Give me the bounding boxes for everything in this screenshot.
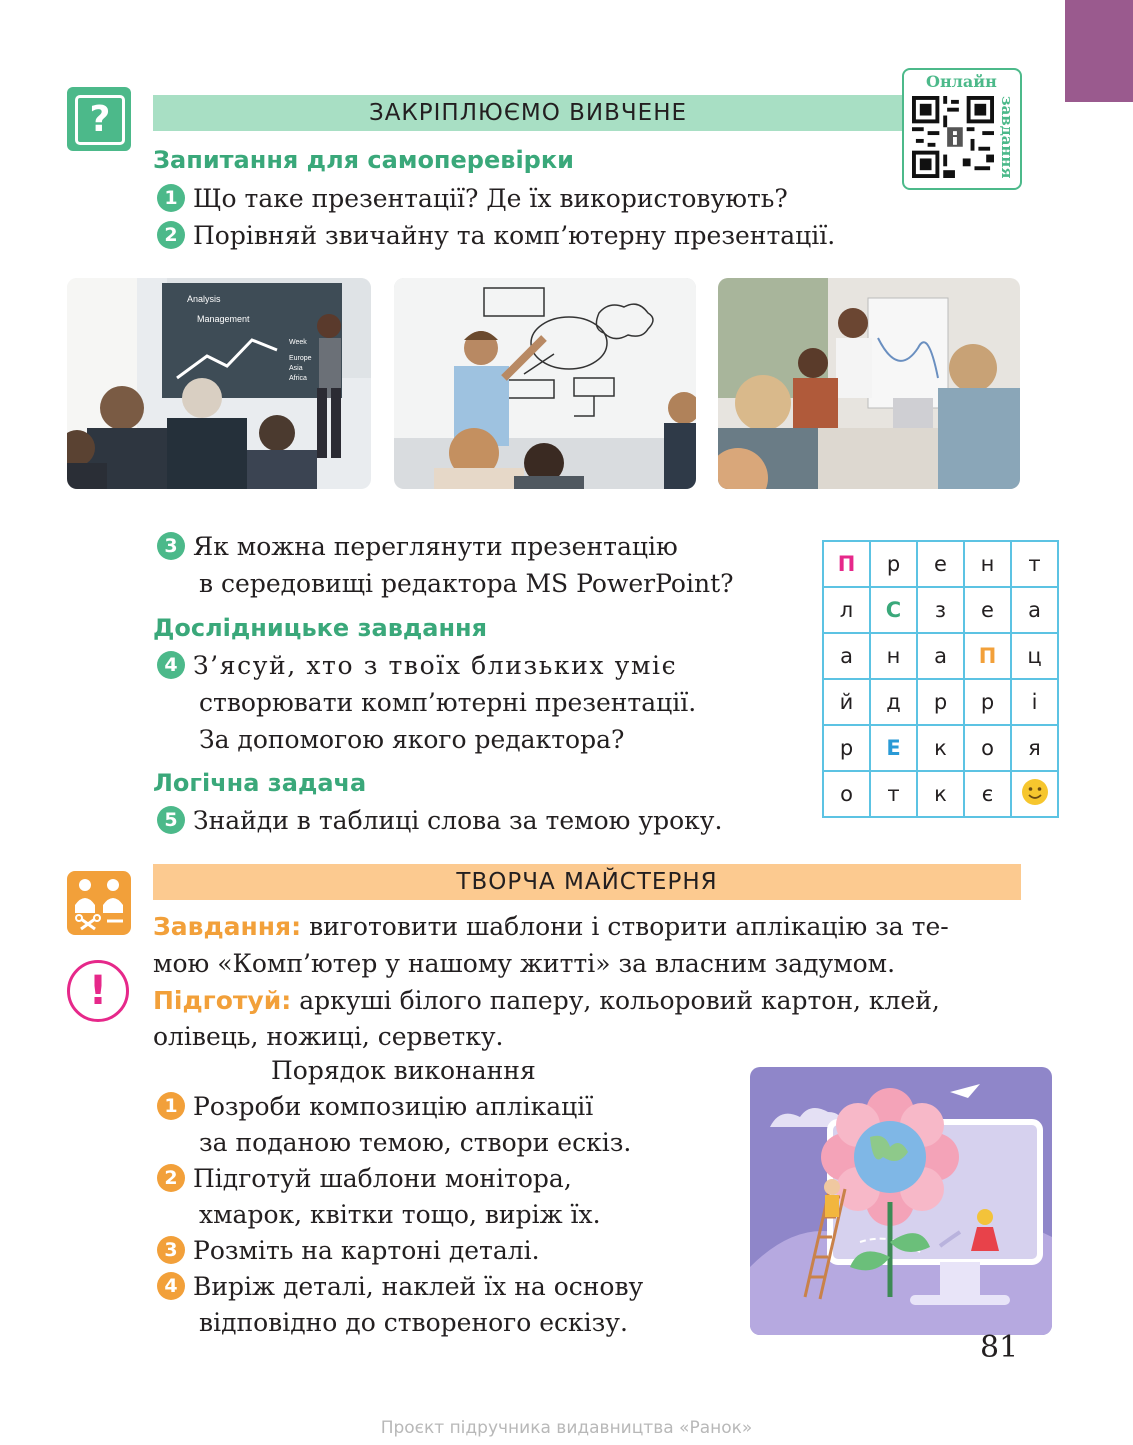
grid-cell: т: [870, 771, 917, 817]
grid-cell: о: [823, 771, 870, 817]
grid-cell: н: [964, 541, 1011, 587]
section-banner-workshop: ТВОРЧА МАЙСТЕРНЯ: [153, 864, 1021, 900]
crafts-icon: [67, 871, 131, 935]
footer-text: Проєкт підручника видавництва «Ранок»: [380, 1418, 753, 1438]
task-text-cont: мою «Комп’ютер у нашому житті» за власним задумом.: [153, 949, 896, 978]
grid-cell: й: [823, 679, 870, 725]
question-1: 1 Що таке презентації? Де їх використовують?: [157, 180, 788, 217]
question-4-cont2: За допомогою якого редактора?: [199, 725, 625, 754]
online-label: Онлайн: [926, 72, 997, 91]
step-4: 4 Виріж деталі, наклей їх на основу: [157, 1268, 643, 1305]
photo-presentation-3: [718, 278, 1020, 489]
grid-cell: е: [964, 587, 1011, 633]
photo-label: Management: [197, 314, 250, 324]
photo-label: Asia: [289, 365, 303, 372]
grid-cell: а: [823, 633, 870, 679]
photo-label: Europe: [289, 355, 312, 362]
page-number: 81: [980, 1330, 1019, 1365]
step-1-cont: за поданою темою, створи ескіз.: [199, 1128, 632, 1157]
attention-icon: !: [67, 960, 129, 1022]
grid-cell: р: [964, 679, 1011, 725]
number-badge: 4: [157, 651, 185, 679]
question-4-cont: створювати комп’ютерні презентації.: [199, 688, 697, 717]
step-1: 1 Розроби композицію аплікації: [157, 1088, 593, 1125]
research-heading: Дослідницьке завдання: [153, 614, 488, 642]
section-banner-review: ЗАКРІПЛЮЄМО ВИВЧЕНЕ: [153, 95, 903, 131]
word-search-grid: [822, 540, 1059, 818]
photo-label: Analysis: [187, 294, 221, 304]
grid-cell: Е: [870, 725, 917, 771]
corner-color-tab: [1065, 0, 1133, 102]
photo-label: Africa: [289, 375, 307, 382]
number-badge: 3: [157, 532, 185, 560]
number-badge: 4: [157, 1272, 185, 1300]
question-4: 4 З’ясуй, хто з твоїх близьких уміє: [157, 647, 677, 684]
order-title: Порядок виконання: [271, 1056, 536, 1085]
self-check-heading: Запитання для самоперевірки: [153, 146, 574, 174]
grid-cell: П: [964, 633, 1011, 679]
number-badge: 2: [157, 1164, 185, 1192]
grid-cell: ц: [1011, 633, 1058, 679]
grid-cell: а: [1011, 587, 1058, 633]
prep-text: Підготуй: аркуші білого паперу, кольоровий картон, клей,: [153, 986, 940, 1015]
number-badge: 2: [157, 221, 185, 249]
grid-cell: н: [870, 633, 917, 679]
question-3: 3 Як можна переглянути презентацію: [157, 528, 678, 565]
grid-cell: е: [917, 541, 964, 587]
step-2-cont: хмарок, квітки тощо, виріж їх.: [199, 1200, 601, 1229]
grid-cell: П: [823, 541, 870, 587]
grid-cell: т: [1011, 541, 1058, 587]
grid-cell: з: [917, 587, 964, 633]
grid-cell: к: [917, 725, 964, 771]
online-vertical-label: завдання: [998, 96, 1016, 179]
number-badge: 1: [157, 1092, 185, 1120]
grid-cell: і: [1011, 679, 1058, 725]
logic-heading: Логічна задача: [153, 769, 367, 797]
step-4-cont: відповідно до створеного ескізу.: [199, 1308, 628, 1337]
question-5: 5 Знайди в таблиці слова за темою уроку.: [157, 802, 722, 839]
online-tasks-qr[interactable]: [902, 68, 1022, 190]
grid-cell: С: [870, 587, 917, 633]
prep-text-cont: олівець, ножиці, серветку.: [153, 1022, 504, 1051]
question-2: 2 Порівняй звичайну та комп’ютерну презентації.: [157, 217, 835, 254]
qr-code-icon: [912, 96, 994, 178]
number-badge: 3: [157, 1236, 185, 1264]
question-icon: ?: [67, 87, 131, 151]
grid-cell: я: [1011, 725, 1058, 771]
grid-cell: р: [870, 541, 917, 587]
smiley-icon: [1011, 771, 1058, 817]
photo-presentation-2: [394, 278, 696, 489]
grid-cell: к: [917, 771, 964, 817]
question-3-cont: в середовищі редактора MS PowerPoint?: [199, 569, 734, 598]
step-2: 2 Підготуй шаблони монітора,: [157, 1160, 572, 1197]
illustration-computer-flower: [750, 1067, 1052, 1335]
photo-presentation-1: [67, 278, 371, 489]
photo-label: Week: [289, 339, 307, 346]
step-3: 3 Розміть на картоні деталі.: [157, 1232, 540, 1269]
grid-cell: р: [823, 725, 870, 771]
number-badge: 1: [157, 184, 185, 212]
grid-cell: о: [964, 725, 1011, 771]
number-badge: 5: [157, 806, 185, 834]
grid-cell: р: [917, 679, 964, 725]
grid-cell: л: [823, 587, 870, 633]
grid-cell: д: [870, 679, 917, 725]
task-text: Завдання: виготовити шаблони і створити аплікацію за те-: [153, 912, 949, 941]
grid-cell: є: [964, 771, 1011, 817]
grid-cell: а: [917, 633, 964, 679]
